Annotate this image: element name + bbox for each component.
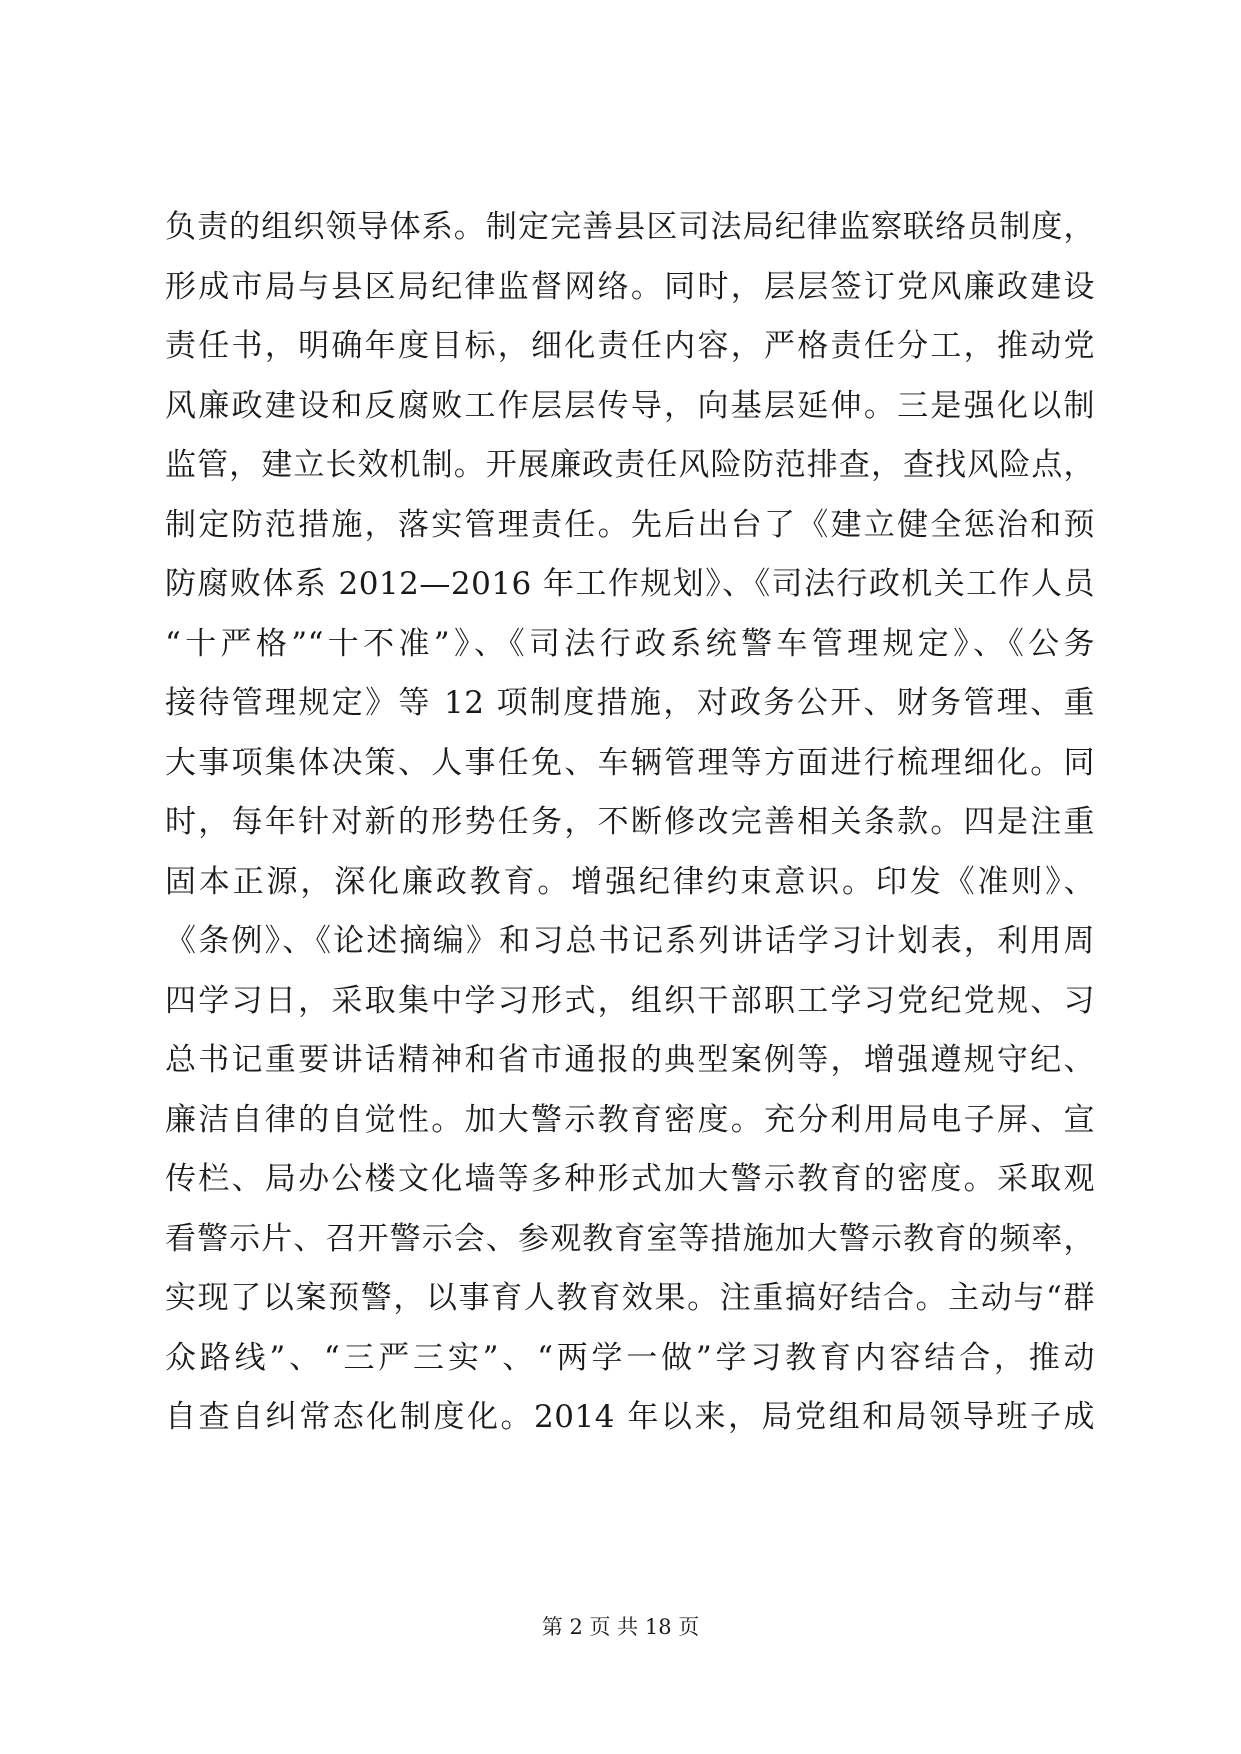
text-line: 廉洁自律的自觉性。加大警示教育密度。充分利用局电子屏、宣 — [165, 1101, 1095, 1138]
text-line: 四学习日，采取集中学习形式，组织干部职工学习党纪党规、习 — [165, 982, 1095, 1019]
page-number-footer: 第 2 页 共 18 页 — [541, 1615, 700, 1639]
text-line: 责任书，明确年度目标，细化责任内容，严格责任分工，推动党 — [165, 328, 1095, 364]
text-line: 制定防范措施，落实管理责任。先后出台了《建立健全惩治和预 — [165, 506, 1095, 543]
body-text — [165, 198, 1095, 1448]
text-line: 时，每年针对新的形势任务，不断修改完善相关条款。四是注重 — [165, 804, 1095, 840]
text-line: 传栏、局办公楼文化墙等多种形式加大警示教育的密度。采取观 — [165, 1161, 1095, 1197]
text-line: 接待管理规定》等 12 项制度措施，对政务公开、财务管理、重 — [165, 685, 1095, 721]
text-line: 负责的组织领导体系。制定完善县区司法局纪律监察联络员制度， — [165, 209, 1095, 245]
text-line: 防腐败体系 2012—2016 年工作规划》、《司法行政机关工作人员 — [165, 566, 1095, 602]
text-line: 大事项集体决策、人事任免、车辆管理等方面进行梳理细化。同 — [165, 744, 1095, 781]
text-line: “十严格”“十不准”》、《司法行政系统警车管理规定》、《公务 — [165, 625, 1095, 662]
text-line: 《条例》、《论述摘编》和习总书记系列讲话学习计划表，利用周 — [165, 923, 1095, 959]
text-line: 固本正源，深化廉政教育。增强纪律约束意识。印发《准则》、 — [165, 863, 1095, 900]
text-line: 实现了以案预警，以事育人教育效果。注重搞好结合。主动与“群 — [165, 1280, 1095, 1316]
text-line: 自查自纠常态化制度化。2014 年以来，局党组和局领导班子成 — [165, 1399, 1095, 1435]
text-line: 监管，建立长效机制。开展廉政责任风险防范排查，查找风险点， — [165, 447, 1095, 483]
text-line: 形成市局与县区局纪律监督网络。同时，层层签订党风廉政建设 — [165, 268, 1095, 305]
text-line: 总书记重要讲话精神和省市通报的典型案例等，增强遵规守纪、 — [165, 1042, 1095, 1078]
text-line: 众路线”、“三严三实”、“两学一做”学习教育内容结合，推动 — [165, 1339, 1095, 1376]
text-line: 风廉政建设和反腐败工作层层传导，向基层延伸。三是强化以制 — [165, 387, 1095, 424]
text-line: 看警示片、召开警示会、参观教育室等措施加大警示教育的频率， — [165, 1220, 1095, 1257]
